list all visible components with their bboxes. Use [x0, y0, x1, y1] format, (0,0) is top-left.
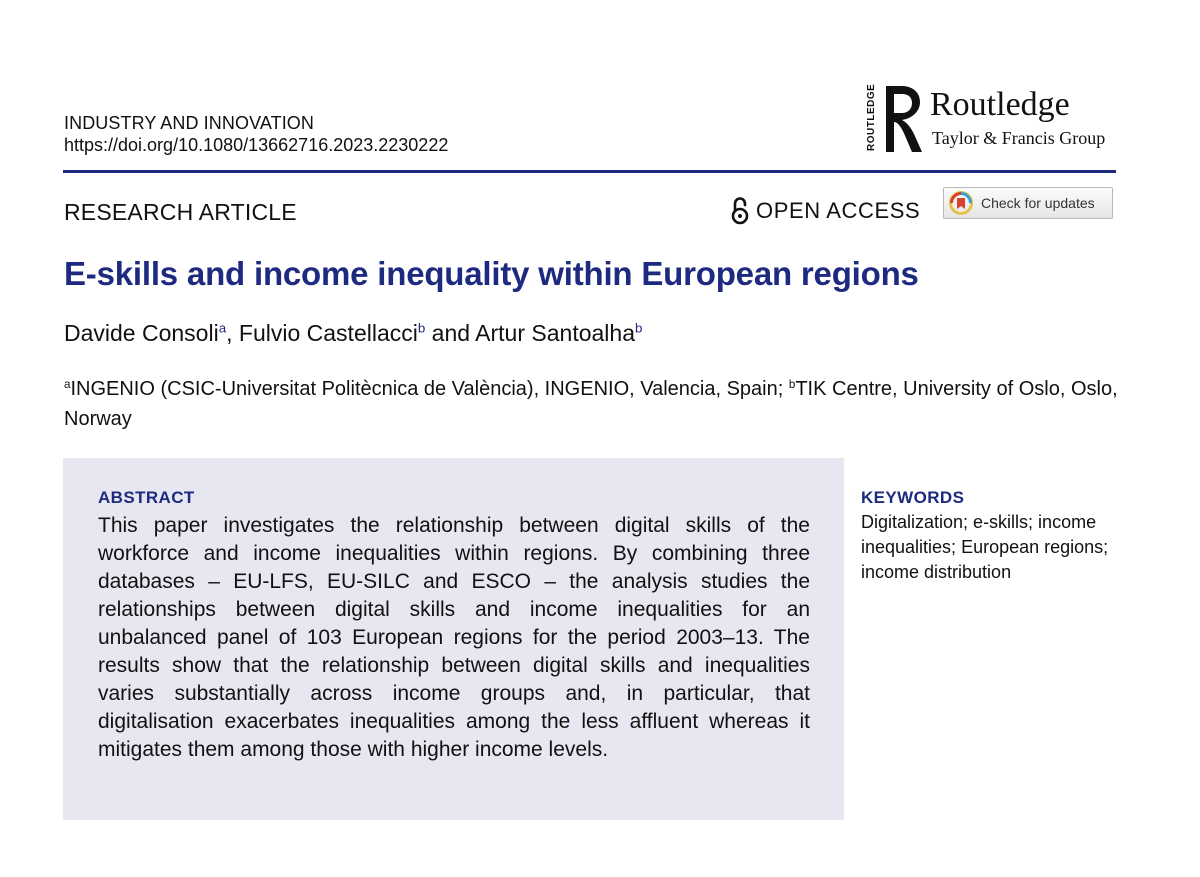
journal-name: INDUSTRY AND INNOVATION — [64, 113, 315, 133]
author-separator: and — [425, 320, 476, 346]
affiliation-mark: b — [788, 377, 796, 391]
routledge-logo — [866, 82, 1126, 156]
author-separator: , — [226, 320, 239, 346]
open-lock-icon — [730, 197, 750, 225]
affiliations — [64, 374, 1124, 434]
author-affiliation-mark: b — [417, 320, 426, 336]
affiliation-a: INGENIO (CSIC-Universitat Politècnica de València), INGENIO, Valencia, Spain; — [70, 378, 789, 400]
check-updates-icon — [949, 191, 973, 215]
affiliation-mark: a — [64, 377, 71, 391]
check-updates-label: Check for updates — [981, 195, 1095, 211]
check-for-updates-button[interactable] — [943, 187, 1113, 219]
routledge-head-icon — [882, 82, 924, 154]
abstract-heading: ABSTRACT — [98, 488, 195, 507]
keywords-heading: KEYWORDS — [861, 488, 965, 507]
author-list — [64, 318, 642, 348]
logo-vertical-text: ROUTLEDGE — [866, 83, 877, 151]
abstract-text: This paper investigates the relationship between digital skills of the workforce and income inequalities within regions. By combining three databases – EU-LFS, EU-SILC and ESCO – the analysis studies the relationships between digital skills and income inequalities for an unbalanced panel of 103 European regions for the period 2003–13. The results show that the relationship between digital skills and inequalities varies substantially across income groups and, in particular, that digitalisation exacerbates inequalities among the less affluent whereas it mitigates them among those with higher income levels. — [98, 514, 810, 761]
keywords-text: Digitalization; e-skills; income inequalities; European regions; income distribution — [861, 512, 1109, 582]
author-name[interactable]: Fulvio Castellacci — [238, 320, 418, 346]
author-name[interactable]: Davide Consoli — [64, 320, 219, 346]
header-rule — [63, 170, 1116, 173]
author-affiliation-mark: a — [218, 320, 227, 336]
author-affiliation-mark: b — [635, 320, 643, 336]
article-title: E-skills and income inequality within European regions — [64, 255, 919, 292]
article-type: RESEARCH ARTICLE — [64, 199, 297, 225]
open-access-badge — [730, 196, 920, 226]
author-name[interactable]: Artur Santoalha — [475, 320, 635, 346]
affiliation-b: TIK Centre, University of Oslo, Oslo, Norway — [64, 378, 1118, 430]
publisher-group: Taylor & Francis Group — [932, 128, 1106, 148]
publisher-name: Routledge — [930, 86, 1070, 123]
open-access-label: OPEN ACCESS — [756, 198, 921, 223]
doi-link[interactable]: https://doi.org/10.1080/13662716.2023.2230222 — [64, 135, 449, 155]
